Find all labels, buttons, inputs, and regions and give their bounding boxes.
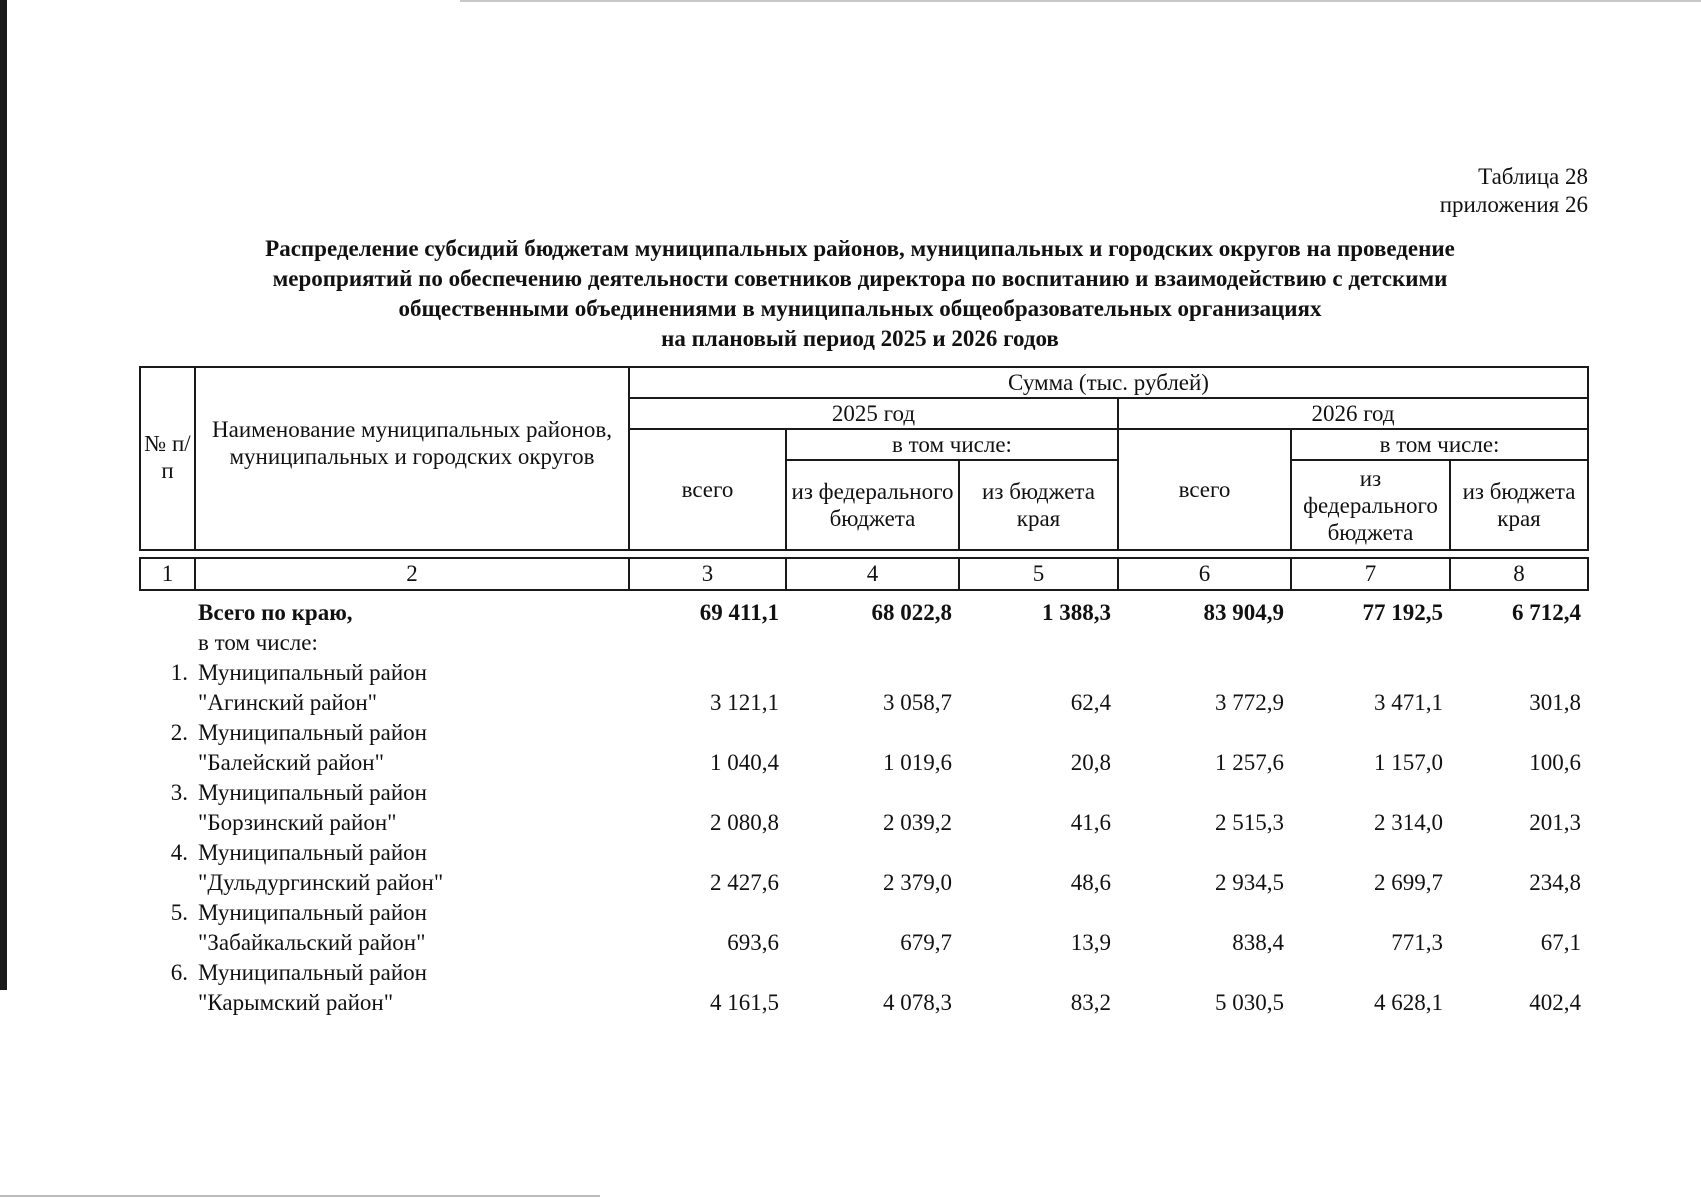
- row-value: 201,3: [1529, 810, 1581, 835]
- row-value: 3 121,1: [710, 690, 779, 715]
- row-name: [194, 838, 628, 898]
- row-value: 3 772,9: [1215, 690, 1284, 715]
- row-value: 41,6: [1070, 810, 1111, 835]
- header-including-2025: в том числе:: [786, 429, 1118, 460]
- row-value: 2 314,0: [1374, 810, 1443, 835]
- row-name-type: Муниципальный район: [198, 720, 427, 745]
- header-year-2026: 2026 год: [1118, 398, 1588, 429]
- row-index: 6.: [170, 960, 188, 985]
- col-number: 4: [786, 558, 959, 590]
- row-index: 1.: [170, 660, 188, 685]
- row-value: 2 699,7: [1374, 870, 1443, 895]
- header-regional-2025: из бюджета края: [959, 460, 1118, 550]
- header-sum-label: Сумма (тыс. рублей): [629, 367, 1588, 398]
- table-row: [139, 658, 1587, 718]
- row-value: 2 934,5: [1215, 870, 1284, 895]
- row-name: [194, 718, 628, 778]
- title-line-3: общественными объединениями в муниципальных общеобразовательных организациях: [398, 296, 1322, 321]
- row-name-title: "Дульдургинский район": [198, 870, 444, 895]
- row-value: 301,8: [1529, 690, 1581, 715]
- row-value: 83,2: [1070, 990, 1111, 1015]
- header-including-2026: в том числе:: [1291, 429, 1588, 460]
- row-name-title: "Балейский район": [198, 750, 384, 775]
- row-value: 1 040,4: [710, 750, 779, 775]
- row-value: 100,6: [1529, 750, 1581, 775]
- title-line-2: мероприятий по обеспечению деятельности советников директора по воспитанию и взаимодействию с детскими: [272, 266, 1448, 291]
- row-value: 4 161,5: [710, 990, 779, 1015]
- row-value: 679,7: [900, 930, 952, 955]
- col-number: 5: [959, 558, 1118, 590]
- total-value: 68 022,8: [871, 600, 952, 625]
- col-number: 8: [1450, 558, 1588, 590]
- table-row: [139, 718, 1587, 778]
- including-row: [139, 628, 1587, 658]
- table-header: [139, 366, 1589, 551]
- row-name: [194, 898, 628, 958]
- scan-edge-left: [0, 0, 7, 990]
- total-value: 6 712,4: [1512, 600, 1581, 625]
- total-value: 83 904,9: [1203, 600, 1284, 625]
- title-line-1: Распределение субсидий бюджетам муниципальных районов, муниципальных и городских округов на проведение: [265, 236, 1455, 261]
- row-value: 2 039,2: [883, 810, 952, 835]
- row-value: 20,8: [1070, 750, 1111, 775]
- row-value: 3 058,7: [883, 690, 952, 715]
- total-row: [139, 594, 1587, 628]
- row-value: 62,4: [1070, 690, 1111, 715]
- caption-table-number: Таблица 28: [1478, 164, 1588, 189]
- total-value: 69 411,1: [699, 600, 779, 625]
- row-index: 2.: [170, 720, 188, 745]
- row-value: 1 157,0: [1374, 750, 1443, 775]
- row-index: 4.: [170, 840, 188, 865]
- header-federal-2026: из федерального бюджета: [1291, 460, 1450, 550]
- row-name-type: Муниципальный район: [198, 840, 427, 865]
- row-name-type: Муниципальный район: [198, 660, 427, 685]
- row-value: 48,6: [1070, 870, 1111, 895]
- row-index: 3.: [170, 780, 188, 805]
- header-year-2025: 2025 год: [629, 398, 1118, 429]
- row-name: [194, 778, 628, 838]
- row-name: [194, 658, 628, 718]
- row-value: 838,4: [1232, 930, 1284, 955]
- table-row: [139, 778, 1587, 838]
- total-idx: [139, 594, 194, 628]
- row-value: 67,1: [1540, 930, 1581, 955]
- col-number: 1: [140, 558, 195, 590]
- row-value: 2 427,6: [710, 870, 779, 895]
- row-name-type: Муниципальный район: [198, 780, 427, 805]
- column-number-row: [139, 557, 1589, 591]
- total-value: 1 388,3: [1042, 600, 1111, 625]
- header-federal-2025: из федерального бюджета: [786, 460, 959, 550]
- total-label: Всего по краю,: [198, 600, 353, 625]
- col-number: 7: [1291, 558, 1450, 590]
- col-number: 3: [629, 558, 786, 590]
- col-number: 2: [195, 558, 629, 590]
- including-idx: [139, 628, 194, 658]
- row-value: 4 078,3: [883, 990, 952, 1015]
- scan-edge-top: [460, 0, 1701, 2]
- row-value: 4 628,1: [1374, 990, 1443, 1015]
- document-title: [140, 234, 1580, 354]
- row-name-type: Муниципальный район: [198, 960, 427, 985]
- header-total-2025: всего: [629, 429, 786, 550]
- row-name-type: Муниципальный район: [198, 900, 427, 925]
- row-value: 1 257,6: [1215, 750, 1284, 775]
- table-row: [139, 838, 1587, 898]
- row-value: 2 080,8: [710, 810, 779, 835]
- row-value: 13,9: [1070, 930, 1111, 955]
- header-num-col: № п/п: [140, 367, 195, 550]
- col-number: 6: [1118, 558, 1291, 590]
- row-value: 402,4: [1529, 990, 1581, 1015]
- data-table: [139, 594, 1587, 1018]
- row-name-title: "Забайкальский район": [198, 930, 426, 955]
- title-line-4: на плановый период 2025 и 2026 годов: [661, 326, 1059, 351]
- row-value: 2 379,0: [883, 870, 952, 895]
- row-name-title: "Борзинский район": [198, 810, 397, 835]
- caption-appendix: приложения 26: [1439, 192, 1588, 217]
- row-value: 5 030,5: [1215, 990, 1284, 1015]
- scan-edge-bottom: [0, 1195, 600, 1197]
- header-regional-2026: из бюджета края: [1450, 460, 1588, 550]
- table-caption: [1440, 163, 1588, 219]
- including-label: в том числе:: [198, 630, 318, 655]
- row-value: 2 515,3: [1215, 810, 1284, 835]
- row-value: 771,3: [1391, 930, 1443, 955]
- row-index: 5.: [170, 900, 188, 925]
- table-row: [139, 958, 1587, 1018]
- total-value: 77 192,5: [1362, 600, 1443, 625]
- row-name: [194, 958, 628, 1018]
- row-name-title: "Агинский район": [198, 690, 378, 715]
- table-body: [139, 658, 1587, 1018]
- table-row: [139, 898, 1587, 958]
- row-value: 234,8: [1529, 870, 1581, 895]
- row-value: 1 019,6: [883, 750, 952, 775]
- row-value: 693,6: [727, 930, 779, 955]
- header-name-col: Наименование муниципальных районов, муниципальных и городских округов: [195, 367, 629, 550]
- header-total-2026: всего: [1118, 429, 1291, 550]
- row-value: 3 471,1: [1374, 690, 1443, 715]
- row-name-title: "Карымский район": [198, 990, 394, 1015]
